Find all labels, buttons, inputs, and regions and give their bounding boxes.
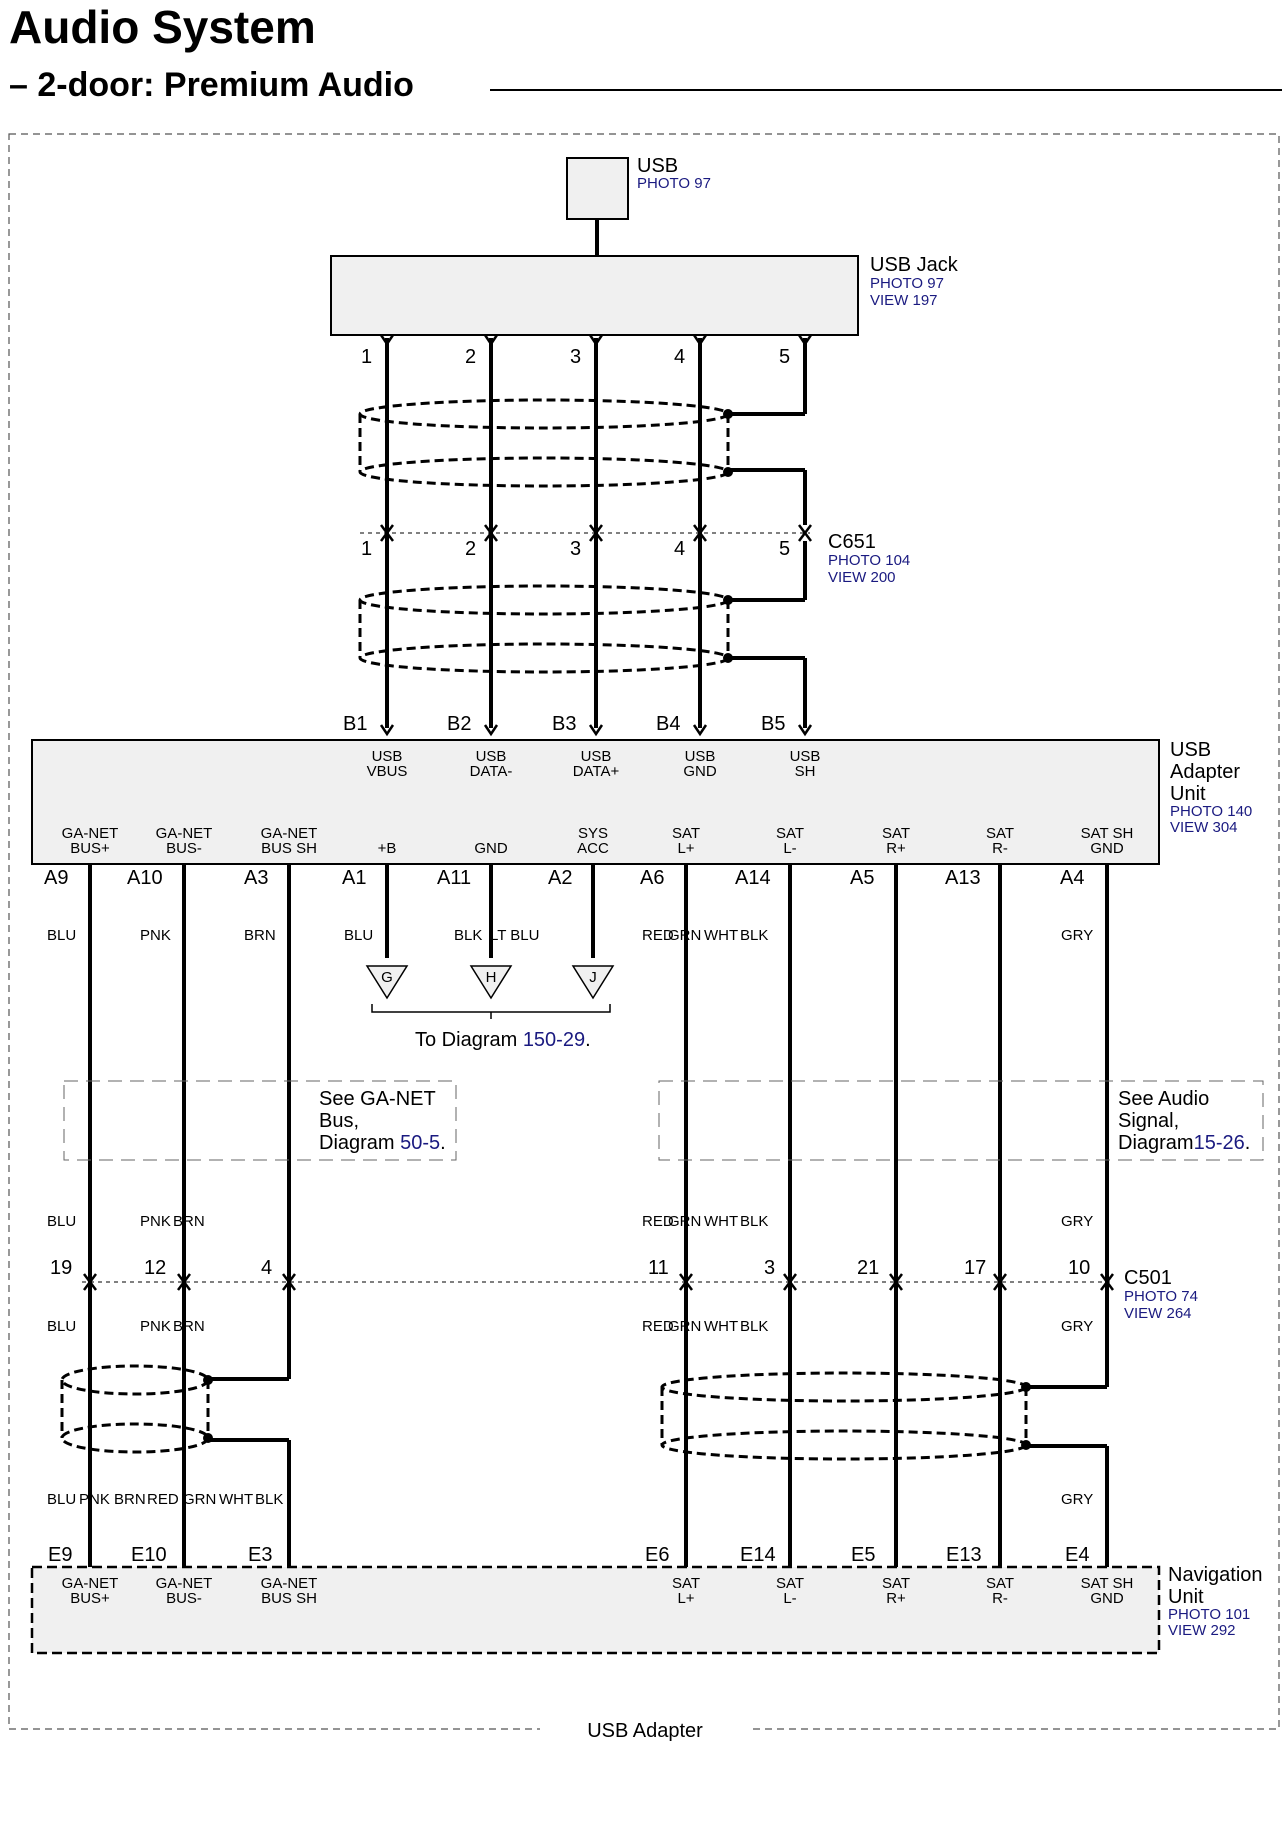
- wire-color-label: WHT: [219, 1491, 254, 1508]
- adapter-top-pin-B2: B2: [447, 713, 472, 735]
- page-subtitle: – 2-door: Premium Audio: [9, 66, 414, 104]
- wire-color-label: BLK: [740, 1213, 769, 1230]
- adapter-top-signal: DATA+: [572, 763, 620, 780]
- adapter-bottom-signal: GA-NET: [260, 825, 318, 842]
- adapter-bottom-signal: GA-NET: [61, 825, 119, 842]
- c651-pin-1: 1: [361, 538, 373, 560]
- navigation-unit-pin-E10: E10: [131, 1544, 167, 1566]
- wire-color-label: GRY: [1061, 1318, 1094, 1335]
- c501-pin-number: 21: [857, 1257, 880, 1279]
- c501-pin-number: 4: [261, 1257, 273, 1279]
- ganet-shield-ring: [62, 1366, 208, 1394]
- adapter-bottom-signal: BUS SH: [261, 840, 317, 857]
- sat-shield-ring: [662, 1431, 1026, 1459]
- offpage-text: To Diagram: [415, 1029, 523, 1051]
- navigation-unit-pin-E5: E5: [851, 1544, 876, 1566]
- adapter-top-signal: USB: [789, 748, 821, 765]
- usb-shield-lower-node: [723, 595, 733, 605]
- wire-color-label: GRY: [1061, 927, 1094, 944]
- wire-color-label: RED: [147, 1491, 179, 1508]
- usb-jack-box: [331, 256, 858, 335]
- adapter-top-signal: SH: [794, 763, 816, 780]
- see-audio-suffix: .: [1244, 1132, 1251, 1154]
- adapter-bottom-signal: SAT: [985, 825, 1015, 842]
- adapter-top-signal: USB: [371, 748, 403, 765]
- adapter-top-signal: USB: [684, 748, 716, 765]
- adapter-bottom-pin-A1: A1: [342, 867, 367, 889]
- see-audio-link[interactable]: 15-26: [1193, 1132, 1245, 1154]
- adapter-bottom-signal: BUS-: [166, 840, 202, 857]
- adapter-bottom-signal: ACC: [577, 840, 609, 857]
- navigation-unit-signal: SAT: [985, 1575, 1015, 1592]
- adapter-bottom-signal: GND: [474, 840, 508, 857]
- offpage-connectors: [367, 966, 613, 998]
- see-ganet-suffix: .: [440, 1132, 446, 1154]
- page-title: Audio System: [9, 1, 316, 53]
- wire-color-label: PNK: [79, 1491, 110, 1508]
- navigation-unit-signal: GA-NET: [155, 1575, 213, 1592]
- wire-color-label: PNK: [140, 1318, 171, 1335]
- navigation-unit-label-2: Unit: [1168, 1586, 1204, 1608]
- adapter-bottom-pin-A13: A13: [945, 867, 981, 889]
- usb-shield-upper-node: [723, 467, 733, 477]
- adapter-bottom-signal: R-: [992, 840, 1008, 857]
- adapter-bottom-pin-A5: A5: [850, 867, 875, 889]
- wire-color-label: BLU: [47, 1213, 77, 1230]
- navigation-unit-view: VIEW 292: [1168, 1622, 1236, 1639]
- wire-color-label: BLK: [454, 927, 483, 944]
- adapter-bottom-pin-A11: A11: [437, 867, 472, 889]
- navigation-unit-signal: L+: [677, 1590, 695, 1607]
- usb-shield-upper-ring: [360, 458, 728, 486]
- see-audio-line-1: See Audio: [1118, 1088, 1210, 1110]
- c501-photo: PHOTO 74: [1124, 1288, 1198, 1305]
- c501-pin-number: 17: [964, 1257, 987, 1279]
- navigation-unit-pin-E13: E13: [946, 1544, 982, 1566]
- wire-color-label: PNK: [140, 927, 171, 944]
- navigation-unit-signal: SAT: [775, 1575, 805, 1592]
- see-audio-line-3: [1118, 1132, 1250, 1154]
- adapter-bottom-signal: R+: [886, 840, 906, 857]
- sat-shield-node: [1021, 1382, 1031, 1392]
- usb-jack-view: VIEW 197: [870, 292, 938, 309]
- wire-color-label: GRN: [668, 1318, 702, 1335]
- c501-pin-number: 11: [648, 1257, 669, 1279]
- wire-color-label: LT BLU: [490, 927, 540, 944]
- offpage-reference: [415, 1029, 591, 1051]
- navigation-unit-signal: GA-NET: [61, 1575, 119, 1592]
- adapter-top-signal: VBUS: [366, 763, 408, 780]
- usb-shield-upper-ring: [360, 400, 728, 428]
- ganet-shield-ring: [62, 1424, 208, 1452]
- sat-shield-ring: [662, 1373, 1026, 1401]
- wire-color-label: WHT: [704, 927, 739, 944]
- usb-device-box: [567, 158, 628, 219]
- adapter-top-pin-B4: B4: [656, 713, 681, 735]
- wire-color-label: BLU: [47, 1491, 77, 1508]
- offpage-link[interactable]: 150-29: [522, 1029, 586, 1051]
- offpage-connector-label: J: [589, 969, 597, 986]
- adapter-bottom-pin-A9: A9: [44, 867, 69, 889]
- adapter-bottom-signal: SAT SH: [1080, 825, 1134, 842]
- wire-color-label: WHT: [704, 1318, 739, 1335]
- adapter-bottom-signal: SAT: [881, 825, 911, 842]
- offpage-bracket: [372, 1004, 610, 1019]
- c651-pin-2: 2: [465, 538, 477, 560]
- wire-color-label: GRY: [1061, 1491, 1094, 1508]
- usb-shield-lower-ring: [360, 586, 728, 614]
- wire-color-label: BLK: [740, 1318, 769, 1335]
- wire-color-label: BRN: [244, 927, 276, 944]
- see-audio-text: Diagram: [1118, 1132, 1194, 1154]
- usb-shield-upper-node: [723, 409, 733, 419]
- ganet-shield-node: [203, 1375, 213, 1385]
- adapter-top-pin-B3: B3: [552, 713, 577, 735]
- usb-jack-pin-3: 3: [570, 346, 582, 368]
- wire-color-label: BLU: [47, 927, 77, 944]
- adapter-bottom-signal: GND: [1090, 840, 1124, 857]
- usb-device-label: USB: [637, 155, 679, 177]
- usb-jack-pin-2: 2: [465, 346, 477, 368]
- footer-label: USB Adapter: [587, 1720, 703, 1742]
- navigation-unit-signal: SAT SH: [1080, 1575, 1134, 1592]
- c501-pin-number: 19: [50, 1257, 73, 1279]
- adapter-top-signal: USB: [580, 748, 612, 765]
- see-ganet-line-3: [319, 1132, 446, 1154]
- wire-color-label: GRN: [668, 927, 702, 944]
- usb-adapter-unit-view: VIEW 304: [1170, 819, 1238, 836]
- usb-jack-label: USB Jack: [870, 254, 958, 276]
- c651-pin-4: 4: [674, 538, 686, 560]
- adapter-bottom-signal: SAT: [775, 825, 805, 842]
- navigation-unit-pin-E14: E14: [740, 1544, 776, 1566]
- see-ganet-link[interactable]: 50-5: [400, 1132, 441, 1154]
- adapter-bottom-signal: GA-NET: [155, 825, 213, 842]
- sat-shield-node: [1021, 1440, 1031, 1450]
- usb-jack-pin-1: 1: [361, 346, 373, 368]
- wire-color-label: BRN: [114, 1491, 146, 1508]
- usb-pin-labels: [361, 346, 790, 560]
- adapter-top-signal: DATA-: [469, 763, 513, 780]
- usb-shield-lower-node: [723, 653, 733, 663]
- wire-color-label: GRN: [183, 1491, 217, 1508]
- usb-adapter-unit-label-2: Adapter: [1170, 761, 1241, 783]
- adapter-bottom-signal: SYS: [577, 825, 609, 842]
- usb-adapter-unit-label-3: Unit: [1170, 783, 1206, 805]
- adapter-bottom-signal: L-: [783, 840, 797, 857]
- usb-jack-photo: PHOTO 97: [870, 275, 944, 292]
- c501-pin-number: 10: [1068, 1257, 1091, 1279]
- adapter-top-pin-B1: B1: [343, 713, 368, 735]
- adapter-bottom-signal: L+: [677, 840, 695, 857]
- usb-adapter-unit-photo: PHOTO 140: [1170, 803, 1253, 820]
- wire-color-label: GRY: [1061, 1213, 1094, 1230]
- navigation-unit-photo: PHOTO 101: [1168, 1606, 1251, 1623]
- c501-pin-number: 12: [144, 1257, 167, 1279]
- adapter-top-pin-B5: B5: [761, 713, 786, 735]
- c651-view: VIEW 200: [828, 569, 896, 586]
- navigation-unit-signal: R-: [992, 1590, 1008, 1607]
- adapter-bottom-pin-A6: A6: [640, 867, 665, 889]
- see-ganet-line-2: Bus,: [319, 1110, 360, 1132]
- wire-color-label: BRN: [173, 1318, 205, 1335]
- wire-color-label: RED: [642, 927, 674, 944]
- adapter-top-signal: USB: [475, 748, 507, 765]
- wire-color-label: BLU: [47, 1318, 77, 1335]
- navigation-unit-pin-E6: E6: [645, 1544, 670, 1566]
- usb-adapter-unit-label-1: USB: [1170, 739, 1212, 761]
- adapter-bottom-signal: SAT: [671, 825, 701, 842]
- wire-color-label: RED: [642, 1213, 674, 1230]
- adapter-bottom-pin-A4: A4: [1060, 867, 1085, 889]
- navigation-unit-signal: GND: [1090, 1590, 1124, 1607]
- c651-pin-5: 5: [779, 538, 791, 560]
- see-audio-line-2: Signal,: [1118, 1110, 1180, 1132]
- wire-color-label: BLK: [255, 1491, 284, 1508]
- navigation-unit-signal: GA-NET: [260, 1575, 318, 1592]
- wire-color-label: BRN: [173, 1213, 205, 1230]
- wire-color-label: BLK: [740, 927, 769, 944]
- adapter-top-signal: GND: [683, 763, 717, 780]
- wire-color-label: WHT: [704, 1213, 739, 1230]
- usb-wires: [360, 335, 811, 728]
- adapter-bottom-pin-A14: A14: [735, 867, 771, 889]
- navigation-unit-signal: BUS-: [166, 1590, 202, 1607]
- navigation-unit-signal: L-: [783, 1590, 797, 1607]
- adapter-bottom-pin-A3: A3: [244, 867, 269, 889]
- navigation-unit-pin-E4: E4: [1065, 1544, 1090, 1566]
- usb-shield-lower-ring: [360, 644, 728, 672]
- usb-jack-pin-4: 4: [674, 346, 686, 368]
- navigation-unit-signal: SAT: [671, 1575, 701, 1592]
- offpage-connector-label: G: [381, 969, 393, 986]
- navigation-unit-pin-E9: E9: [48, 1544, 73, 1566]
- navigation-unit-signal: R+: [886, 1590, 906, 1607]
- navigation-unit-pin-E3: E3: [248, 1544, 273, 1566]
- wire-color-label: GRN: [668, 1213, 702, 1230]
- offpage-connector-label: H: [485, 969, 497, 986]
- ganet-shield-node: [203, 1433, 213, 1443]
- c501-view: VIEW 264: [1124, 1305, 1192, 1322]
- wire-color-label: BLU: [344, 927, 374, 944]
- adapter-bottom-signal: +B: [377, 840, 397, 857]
- see-ganet-text: Diagram: [319, 1132, 401, 1154]
- c501-pin-number: 3: [764, 1257, 776, 1279]
- adapter-bottom-pin-A10: A10: [127, 867, 163, 889]
- navigation-unit-label-1: Navigation: [1168, 1564, 1263, 1586]
- usb-jack-pin-5: 5: [779, 346, 791, 368]
- adapter-bottom-pin-A2: A2: [548, 867, 573, 889]
- c651-pin-3: 3: [570, 538, 582, 560]
- navigation-unit-signal: BUS SH: [261, 1590, 317, 1607]
- see-ganet-line-1: See GA-NET: [319, 1088, 436, 1110]
- navigation-unit-signal: SAT: [881, 1575, 911, 1592]
- adapter-bottom-signal: BUS+: [70, 840, 110, 857]
- wire-color-label: RED: [642, 1318, 674, 1335]
- c501-label: C501: [1124, 1267, 1172, 1289]
- wire-color-label: PNK: [140, 1213, 171, 1230]
- usb-device-photo: PHOTO 97: [637, 175, 711, 192]
- offpage-suffix: .: [585, 1029, 591, 1051]
- navigation-unit-signal: BUS+: [70, 1590, 110, 1607]
- c651-photo: PHOTO 104: [828, 552, 911, 569]
- c651-label: C651: [828, 531, 876, 553]
